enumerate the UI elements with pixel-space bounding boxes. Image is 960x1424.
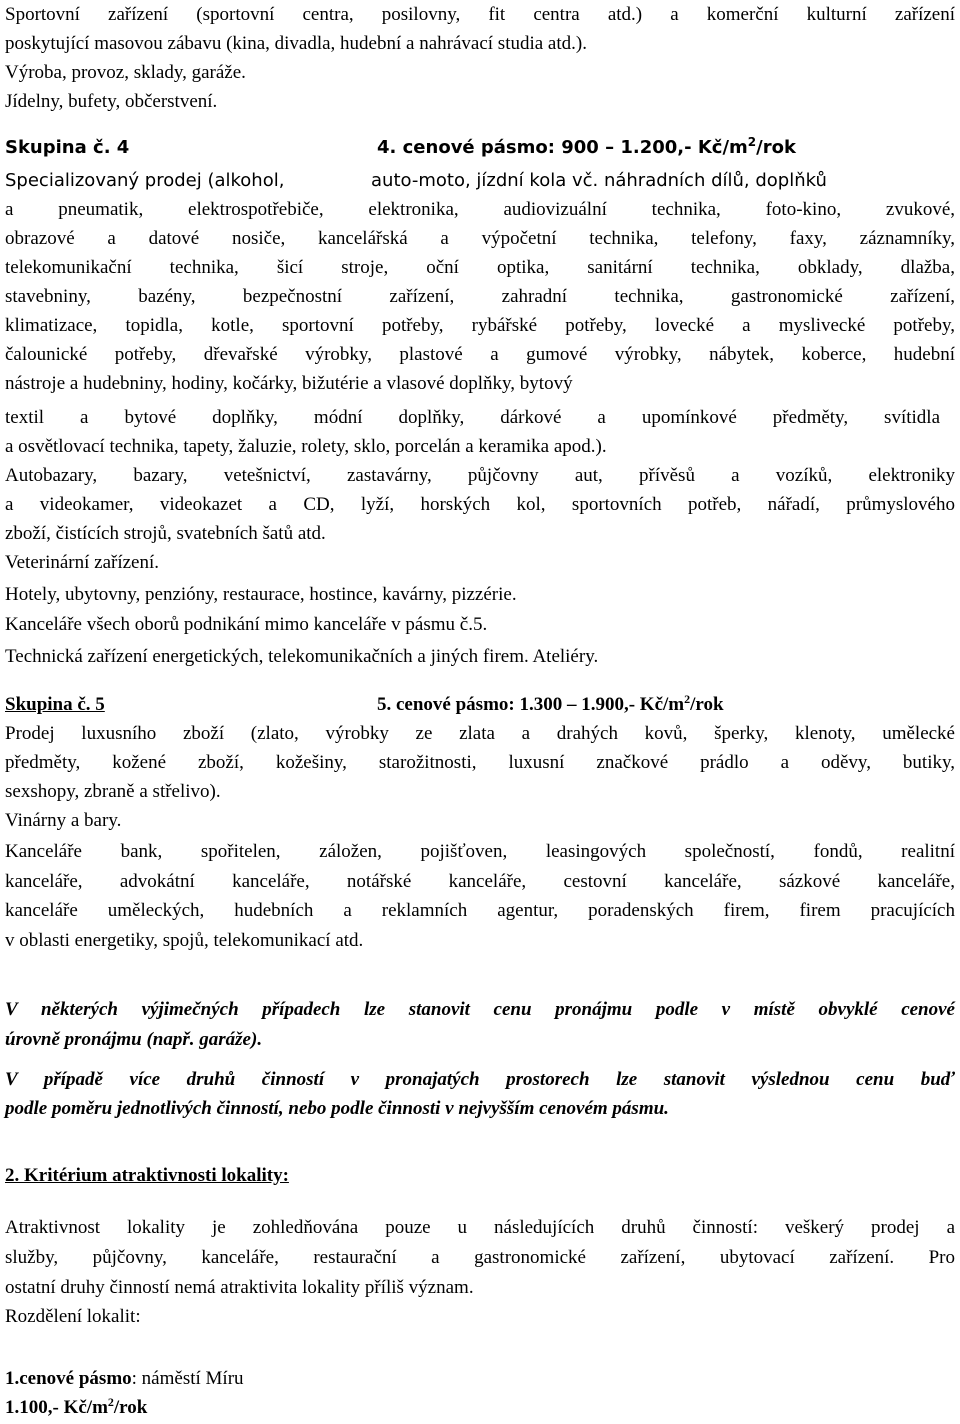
note-line: V případě více druhů činností v pronajatých prostorech lze stanovit výslednou cenu buď [5, 1069, 955, 1090]
zone1-price: 1.100,- $Kč/m^2$/rok [5, 1395, 148, 1418]
text-line: a pneumatik, elektrospotřebiče, elektronika, audiovizuální technika, foto-kino, zvukové, [5, 199, 955, 220]
text-line: telekomunikační technika, šicí stroje, oční optika, sanitární technika, obklady, dlažba, [5, 257, 955, 278]
text-line: čalounické potřeby, dřevařské výrobky, plastové a gumové výrobky, nábytek, koberce, hudební [5, 344, 955, 365]
group4-label: Skupina č. 4 [5, 137, 130, 158]
group5-heading [5, 690, 955, 719]
text-line: předměty, kožené zboží, kožešiny, starožitnosti, luxusní značkové prádlo a oděvy, butiky, [5, 752, 955, 773]
text-line: Rozdělení lokalit: [5, 1306, 141, 1327]
text-line: Vinárny a bary. [5, 810, 122, 831]
zone1-place: : náměstí Míru [131, 1368, 244, 1389]
text-line: a osvětlovací technika, tapety, žaluzie, rolety, sklo, porcelán a keramika apod.). [5, 436, 607, 457]
text-line: Jídelny, bufety, občerstvení. [5, 91, 218, 112]
text-line: Technická zařízení energetických, telekomunikačních a jiných firem. Ateliéry. [5, 646, 599, 667]
text-line: v oblasti energetiky, spojů, telekomunikací atd. [5, 930, 364, 951]
group5-label: Skupina č. 5 [5, 694, 105, 715]
text-line: Kanceláře všech oborů podnikání mimo kanceláře v pásmu č.5. [5, 614, 488, 635]
text-line: stavebniny, bazény, bezpečnostní zařízení, zahradní technika, gastronomické zařízení, [5, 286, 955, 307]
group4-heading [5, 133, 955, 162]
zone1-line [5, 1364, 955, 1393]
text-line: poskytující masovou zábavu (kina, divadla, hudební a nahrávací studia atd.). [5, 33, 587, 54]
text-line: služby, půjčovny, kanceláře, restaurační a gastronomické zařízení, ubytovací zařízení. Pro [5, 1247, 955, 1268]
text-line: klimatizace, topidla, kotle, sportovní potřeby, rybářské potřeby, lovecké a myslivecké potřeby, [5, 315, 955, 336]
text-line: Hotely, ubytovny, penzióny, restaurace, hostince, kavárny, pizzérie. [5, 584, 517, 605]
group4-price-band: 4. cenové pásmo: 900 – 1.200,- $Kč/m^2$/rok [377, 135, 796, 158]
note-line: úrovně pronájmu (např. garáže). [5, 1029, 263, 1050]
text-line: sexshopy, zbraně a střelivo). [5, 781, 221, 802]
criterion-heading: 2. Kritérium atraktivnosti lokality: [5, 1165, 289, 1186]
text-line: Autobazary, bazary, vetešnictví, zastavárny, půjčovny aut, přívěsů a vozíků, elektroniky [5, 465, 955, 486]
text-line: Sportovní zařízení (sportovní centra, posilovny, fit centra atd.) a komerční kulturní zařízení [5, 4, 955, 25]
text-line: nástroje a hudebniny, hodiny, kočárky, bižutérie a vlasové doplňky, bytový [5, 373, 573, 394]
group5-price-band: 5. cenové pásmo: 1.300 – 1.900,- $Kč/m^2$/rok [377, 692, 724, 715]
note-line: V některých výjimečných případech lze stanovit cenu pronájmu podle v místě obvyklé cenové [5, 999, 955, 1020]
text-line: a videokamer, videokazet a CD, lyží, horských kol, sportovních potřeb, nářadí, průmyslového [5, 494, 955, 515]
text-line: kanceláře uměleckých, hudebních a reklamních agentur, poradenských firem, firem pracujících [5, 900, 955, 921]
text-line: Prodej luxusního zboží (zlato, výrobky ze zlata a drahých kovů, šperky, klenoty, umělecké [5, 723, 955, 744]
text-line: obrazové a datové nosiče, kancelářská a výpočetní technika, telefony, faxy, záznamníky, [5, 228, 955, 249]
text-line: textil a bytové doplňky, módní doplňky, dárkové a upomínkové předměty, svítidla [5, 407, 940, 428]
zone1-label: 1.cenové pásmo [5, 1368, 132, 1389]
text-line: Kanceláře bank, spořitelen, záložen, pojišťoven, leasingových společností, fondů, realitní [5, 841, 955, 862]
text-line: Atraktivnost lokality je zohledňována pouze u následujících druhů činností: veškerý prodej a [5, 1217, 955, 1238]
group4-first-line: Specializovaný prodej (alkohol, auto-moto, jízdní kola vč. náhradních dílů, doplňků [5, 170, 827, 191]
note-line: podle poměru jednotlivých činností, nebo podle činnosti v nejvyšším cenovém pásmu. [5, 1098, 669, 1119]
text-line: ostatní druhy činností nemá atraktivita lokality příliš význam. [5, 1277, 474, 1298]
text-line: zboží, čistících strojů, svatebních šatů atd. [5, 523, 326, 544]
text-line: Výroba, provoz, sklady, garáže. [5, 62, 246, 83]
text-line: kanceláře, advokátní kanceláře, notářské kanceláře, cestovní kanceláře, sázkové kanceláře, [5, 871, 955, 892]
text-line: Veterinární zařízení. [5, 552, 160, 573]
